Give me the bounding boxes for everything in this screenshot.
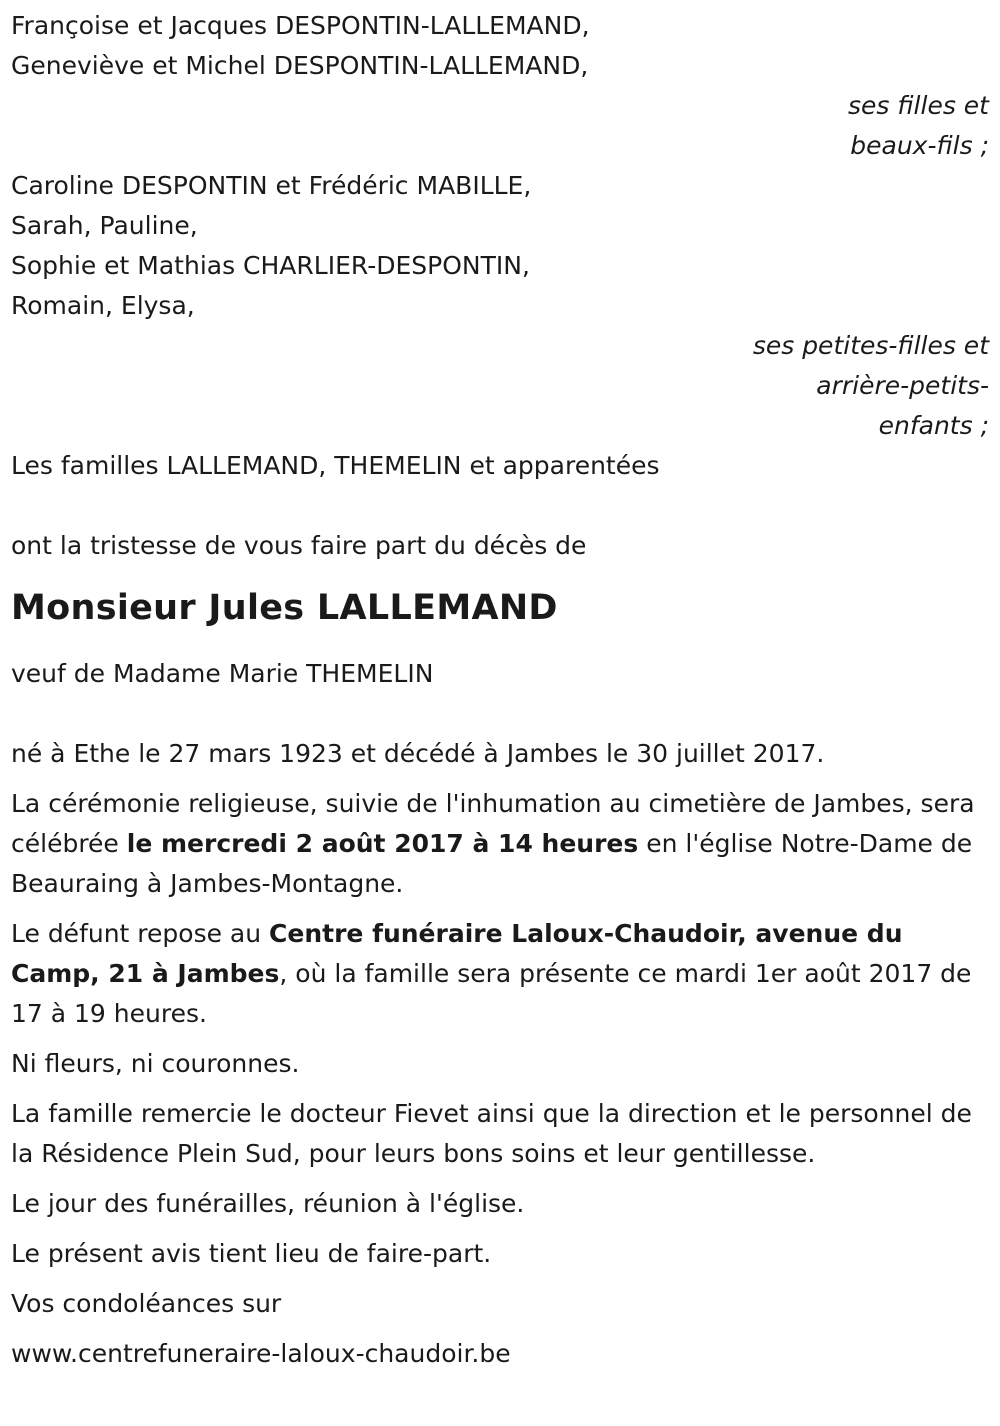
deceased-name: Monsieur Jules LALLEMAND: [11, 588, 558, 628]
rest-place: Centre funéraire Laloux-Chaudoir, avenue du Camp, 21 à Jambes: [11, 919, 903, 988]
condolences-label: Vos condoléances sur: [11, 1289, 282, 1318]
rest-text-1: Le défunt repose au: [11, 919, 270, 948]
grandchild-line-1: Caroline DESPONTIN et Frédéric MABILLE,: [11, 171, 532, 200]
grandchildren-role-line-3: enfants ;: [878, 411, 989, 440]
daughters-role-line-1: ses filles et: [848, 91, 989, 120]
daughter-line-2: Geneviève et Michel DESPONTIN-LALLEMAND,: [11, 51, 589, 80]
spacer: [11, 694, 990, 734]
rest-text-2: , où la famille sera présente ce mardi 1er août 2017 de 17 à 19 heures.: [11, 959, 972, 1028]
grandchildren-role-line-1: ses petites-filles et: [752, 331, 989, 360]
announcement-line: ont la tristesse de vous faire part du décès de: [11, 531, 587, 560]
rest-paragraph: [11, 914, 991, 1034]
grandchild-line-3: Sophie et Mathias CHARLIER-DESPONTIN,: [11, 251, 530, 280]
birth-death-paragraph: né à Ethe le 27 mars 1923 et décédé à Jambes le 30 juillet 2017.: [11, 739, 825, 768]
widower-line: veuf de Madame Marie THEMELIN: [11, 659, 434, 688]
grandchildren-role-line-2: arrière-petits-: [816, 371, 989, 400]
ceremony-date: le mercredi 2 août 2017 à 14 heures: [126, 829, 639, 858]
thanks-paragraph: La famille remercie le docteur Fievet ainsi que la direction et le personnel de la Résidence Plein Sud, pour leurs bons soins et leur gentillesse.: [11, 1099, 972, 1168]
grandchild-line-4: Romain, Elysa,: [11, 291, 195, 320]
families-line: Les familles LALLEMAND, THEMELIN et apparentées: [11, 451, 660, 480]
ceremony-text-2: en l'église Notre-Dame de Beauraing à Jambes-Montagne.: [11, 829, 973, 898]
daughters-role-line-2: beaux-fils ;: [850, 131, 989, 160]
notice-paragraph: Le présent avis tient lieu de faire-part.: [11, 1239, 492, 1268]
meeting-paragraph: Le jour des funérailles, réunion à l'église.: [11, 1189, 525, 1218]
daughter-line-1: Françoise et Jacques DESPONTIN-LALLEMAND,: [11, 11, 590, 40]
ceremony-paragraph: [11, 784, 991, 904]
flowers-paragraph: Ni fleurs, ni couronnes.: [11, 1049, 300, 1078]
ceremony-text-1: La cérémonie religieuse, suivie de l'inhumation au cimetière de Jambes, sera célébrée: [11, 789, 975, 858]
grandchild-line-2: Sarah, Pauline,: [11, 211, 198, 240]
spacer: [11, 486, 990, 526]
condolences-link[interactable]: www.centrefuneraire-laloux-chaudoir.be: [11, 1339, 511, 1368]
